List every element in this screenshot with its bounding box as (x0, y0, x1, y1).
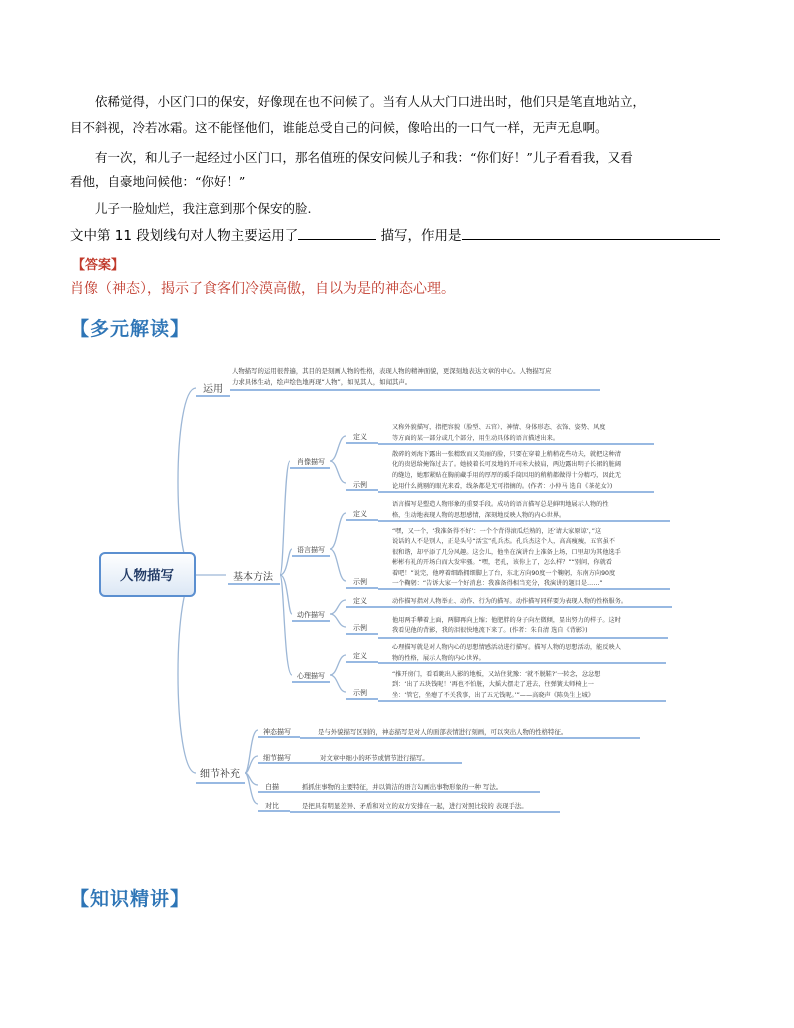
connector (330, 461, 346, 483)
connector (330, 436, 346, 461)
passage-line: 依稀觉得，小区门口的保安，好像现在也不问候了。当有人从大门口进出时，他们只是笔直地站立， (95, 94, 646, 109)
yuyan-def-line: 格，生动地表现人物的思想感情，深刻地反映人物的内心世界。 (392, 512, 566, 519)
xiaoxiang-ex-line: 的缝边，她那紧贴在胸前藏手用的厚厚的暖手筒因用的稍稍都做得十分精巧，因此无 (392, 472, 621, 479)
xinli-def-line: 心理描写就是对人物内心的思想情感活动进行描写。描写人物的思想活动，能反映人 (392, 644, 621, 651)
ex-label: 示例 (353, 481, 367, 489)
def-label: 定义 (353, 510, 367, 518)
section-title-multi: 【多元解读】 (70, 318, 191, 340)
answer-label: 【答案】 (72, 258, 125, 273)
connector (330, 655, 346, 675)
yuyan-ex-line: 说话的人不是别人，正是头号“活宝”孔兵杰。孔兵杰这个人，高高瘦瘦，五官虽不 (392, 538, 615, 545)
node-xiaoxiang: 肖像描写 (297, 458, 325, 466)
passage-line: 目不斜视，冷若冰霜。这不能怪他们，谁能总受自己的问候，像哈出的一口气一样，无声无息啊。 (70, 120, 608, 135)
dongzuo-ex-line: 我看见他的背影，我的泪很快地流下来了。(作者：朱自清 选自《背影》) (392, 627, 588, 634)
connector (245, 730, 258, 773)
detail-item-label: 神态描写 (263, 728, 291, 736)
answer-text: 肖像（神态），揭示了食客们冷漠高傲，自以为是的神态心理。 (70, 281, 455, 297)
connector (178, 388, 196, 575)
xiaoxiang-def-line: 又称外貌描写，指把容貌（脸型、五官）、神情、身体形态、衣饰、姿势、风度 (392, 424, 606, 431)
def-label: 定义 (353, 597, 367, 605)
question-part-2: 描写，作用是 (376, 228, 462, 244)
xinli-def-line: 物的性格，展示人物的内心世界。 (392, 655, 485, 662)
node-dongzuo: 动作描写 (297, 611, 325, 619)
node-detail: 细节补充 (200, 769, 240, 780)
mind-map-root (100, 553, 195, 596)
section-title-knowledge: 【知识精讲】 (70, 888, 191, 910)
connector (330, 600, 346, 614)
detail-item-label: 对比 (265, 802, 279, 810)
node-basic-method: 基本方法 (233, 572, 273, 583)
connector (330, 549, 346, 581)
xinli-ex-line: 坐：‘管它，坐瘪了不关我事，出了五元钱呢。’”——高晓声《陈奂生上城》 (392, 692, 595, 699)
xiaoxiang-def-line: 等方面的某一部分或几个部分，用生动具体的语言描述出来。 (392, 435, 560, 442)
xiaoxiang-ex-line: 散碎的刘海下露出一张精致而又美丽的脸，只要在穿着上稍稍花些功夫，就把这种清 (392, 451, 621, 458)
yunyong-text-line: 人物描写的运用很普遍，其目的是刻画人物的性格，表现人物的精神面貌，更深刻地表达文章的中心。人物描写应 (232, 367, 552, 375)
question-part-1: 文中第 11 段划线句对人物主要运用了 (70, 228, 299, 244)
def-label: 定义 (353, 433, 367, 441)
passage-line: 儿子一脸灿烂，我注意到那个保安的脸. (95, 201, 312, 216)
ex-label: 示例 (353, 689, 367, 697)
ex-label: 示例 (353, 624, 367, 632)
detail-item-text: 是把具有明显差异、矛盾和对立的双方安排在一起，进行对照比较的 表现手法。 (302, 802, 528, 810)
detail-item-text: 抓抓住事物的主要特征，并以简洁的语言勾画出事物形象的一种 写法。 (302, 783, 503, 791)
ex-label: 示例 (353, 578, 367, 586)
node-yunyong: 运用 (203, 384, 223, 395)
yuyan-ex-line: 很和谐，却平添了几分风趣。这会儿，他坐在演讲台上准备上场，口里却为其他选手 (392, 549, 621, 556)
root-label: 人物描写 (120, 568, 174, 584)
detail-item-text: 对文章中细小的环节或情节进行描写。 (320, 754, 429, 762)
connector (330, 513, 346, 549)
yunyong-text-line: 力求具体生动，绘声绘色地再现“人物”，如见其人，如闻其声。 (232, 378, 412, 386)
yuyan-def-line: 语言描写是塑造人物形象的重要手段。成功的语言描写总是鲜明地展示人物的性 (392, 501, 609, 508)
connector (178, 575, 196, 773)
detail-item-label: 细节描写 (263, 754, 291, 762)
yuyan-ex-line: 一个鞠躬：“告诉大家一个好消息：我准备得相当充分，我演讲的题目是……” (392, 580, 603, 587)
dongzuo-ex-line: 他用两手攀着上面，两脚再向上缩；他肥胖的身子向左微倾，显出努力的样子。这时 (392, 617, 621, 624)
node-xinli: 心理描写 (297, 672, 325, 680)
yuyan-ex-line: 着吧！”说完，他哼着细路拥细脚上了台，东北方向90度一个鞠躬，东南方向90度 (392, 570, 616, 577)
passage-line: 看他，自豪地问候他：“你好！” (70, 174, 246, 189)
yuyan-ex-line: “嘿，又一个，‘我准备得不好’：一个个背得滚瓜烂熟的，还‘请大家原谅’，”这 (392, 528, 602, 535)
connector (330, 675, 346, 692)
yuyan-ex-line: 彬彬有礼的开场白而大发牢骚。“嘿，老孔，该你上了，怎么样？”“别问，你就看 (392, 559, 612, 566)
detail-item-label: 白描 (265, 783, 279, 791)
xinli-ex-line: 到：‘出了五块钱呢！’再也不怕脏，大摇大摆走了进去，往弹簧太师椅上一 (392, 681, 594, 688)
dongzuo-def-line: 动作描写指对人物举止、动作、行为的描写。动作描写同样要为表现人物的性格服务。 (392, 598, 628, 605)
node-yuyan: 语言描写 (297, 546, 325, 554)
xinli-ex-line: “推开房门，看看眺出人影的地板，又站住犹豫：‘就不脱鞋?’一转念，忿忿想 (392, 671, 601, 678)
xiaoxiang-ex-line: 论用什么挑剔的眼光来看，线条都是无可指摘的。(作者：小仲马 选自《茶花女》) (392, 483, 613, 490)
def-label: 定义 (353, 652, 367, 660)
passage-line: 有一次，和儿子一起经过小区门口，那名值班的保安问候儿子和我：“你们好！”儿子看看我，又看 (95, 150, 633, 165)
connector (245, 773, 258, 804)
detail-item-text: 是与外貌描写区别的，神态描写是对人的面部表情进行刻画，可以突出人物的性格特征。 (318, 728, 568, 736)
xiaoxiang-ex-line: 化的贵恩给掩饰过去了。她披着长可及地的开司米大披肩，两边露出明子长裙的脏阔 (392, 461, 621, 468)
connector (330, 614, 346, 627)
